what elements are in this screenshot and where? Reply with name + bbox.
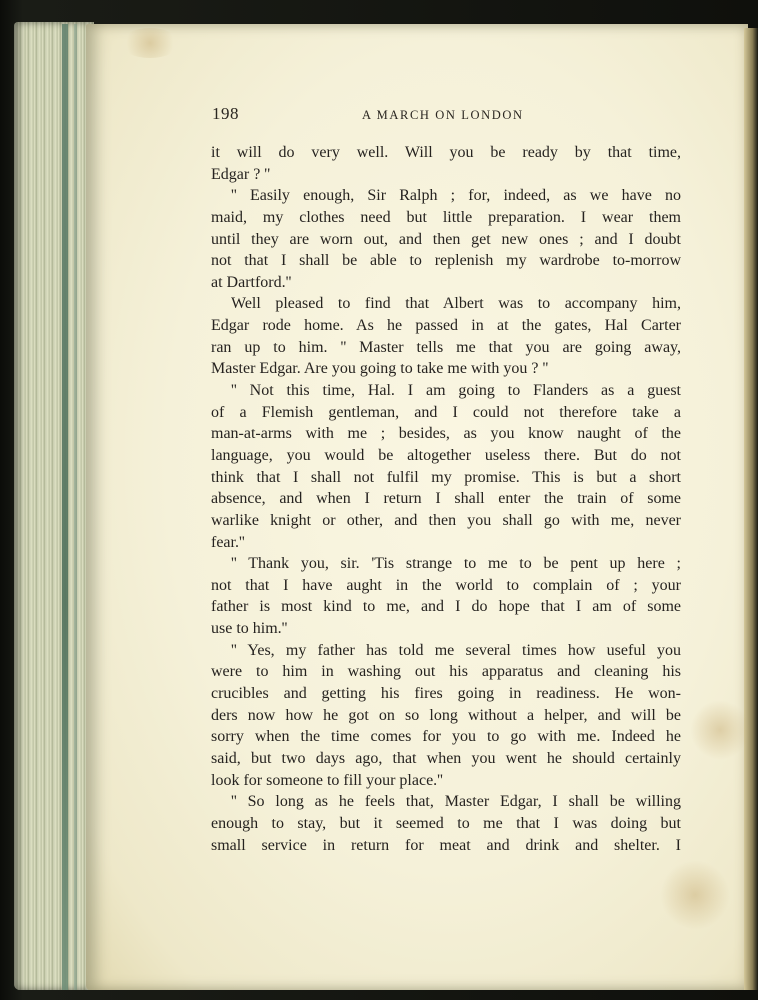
text-line: sorry when the time comes for you to go with me. Indeed he [211,728,681,746]
text-line: think that I shall not fulfil my promise. This is but a short [211,468,681,486]
text-line: '' Thank you, sir. 'Tis strange to me to be pent up here ; [231,555,681,573]
text-line: small service in return for meat and drink and shelter. I [211,836,681,854]
text-line: not that I have aught in the world to complain of ; your [211,576,681,594]
text-line: enough to stay, but it seemed to me that I was doing but [211,814,681,832]
text-line: of a Flemish gentleman, and I could not therefore take a [211,403,681,421]
text-line: fear.'' [211,533,245,551]
page-number: 198 [212,104,239,123]
text-line: maid, my clothes need but little preparation. I wear them [211,208,681,226]
paper-stain [690,700,750,760]
text-line: it will do very well. Will you be ready by that time, [211,144,681,161]
text-line: use to him.'' [211,620,288,638]
running-head: A MARCH ON LONDON [362,108,524,122]
text-line: '' Not this time, Hal. I am going to Flanders as a guest [231,382,681,400]
text-line: not that I shall be able to replenish my wardrobe to-morrow [211,252,681,270]
page-right-edge [744,28,758,990]
text-line: warlike knight or other, and then you shall go with me, never [211,511,681,529]
body-text [211,142,681,856]
text-line: '' Yes, my father has told me several times how useful you [231,641,681,659]
text-line: at Dartford.'' [211,273,292,291]
text-line: father is most kind to me, and I do hope that I am of some [211,598,681,616]
paper-stain [120,28,180,58]
page-header [212,104,682,128]
text-line: crucibles and getting his fires going in readiness. He won- [211,685,681,703]
text-line: man-at-arms with me ; besides, as you know naught of the [211,425,681,443]
text-line: '' So long as he feels that, Master Edgar, I shall be willing [231,793,681,811]
text-line: language, you would be altogether useless there. But do not [211,446,681,464]
text-line: '' Easily enough, Sir Ralph ; for, indeed, as we have no [231,187,681,205]
paper-stain [660,860,730,930]
text-line: Master Edgar. Are you going to take me with you ? '' [211,360,549,378]
page-stack-stain-secondary [74,24,77,990]
text-line: said, but two days ago, that when you went he should certainly [211,749,681,767]
text-line: until they are worn out, and then get new ones ; and I doubt [211,230,681,248]
text-line: Well pleased to find that Albert was to accompany him, [231,295,681,313]
text-line: ders now how he got on so long without a helper, and will be [211,706,681,724]
text-line: look for someone to fill your place.'' [211,771,443,789]
text-line: were to him in washing out his apparatus and cleaning his [211,663,681,681]
page-stack-edge [14,22,94,990]
text-line: Edgar rode home. As he passed in at the gates, Hal Carter [211,317,681,335]
text-line: absence, and when I return I shall enter the train of some [211,490,681,508]
text-line: ran up to him. '' Master tells me that you are going away, [211,338,681,356]
text-line: Edgar ? '' [211,165,271,183]
page-stack-stain [62,24,68,990]
